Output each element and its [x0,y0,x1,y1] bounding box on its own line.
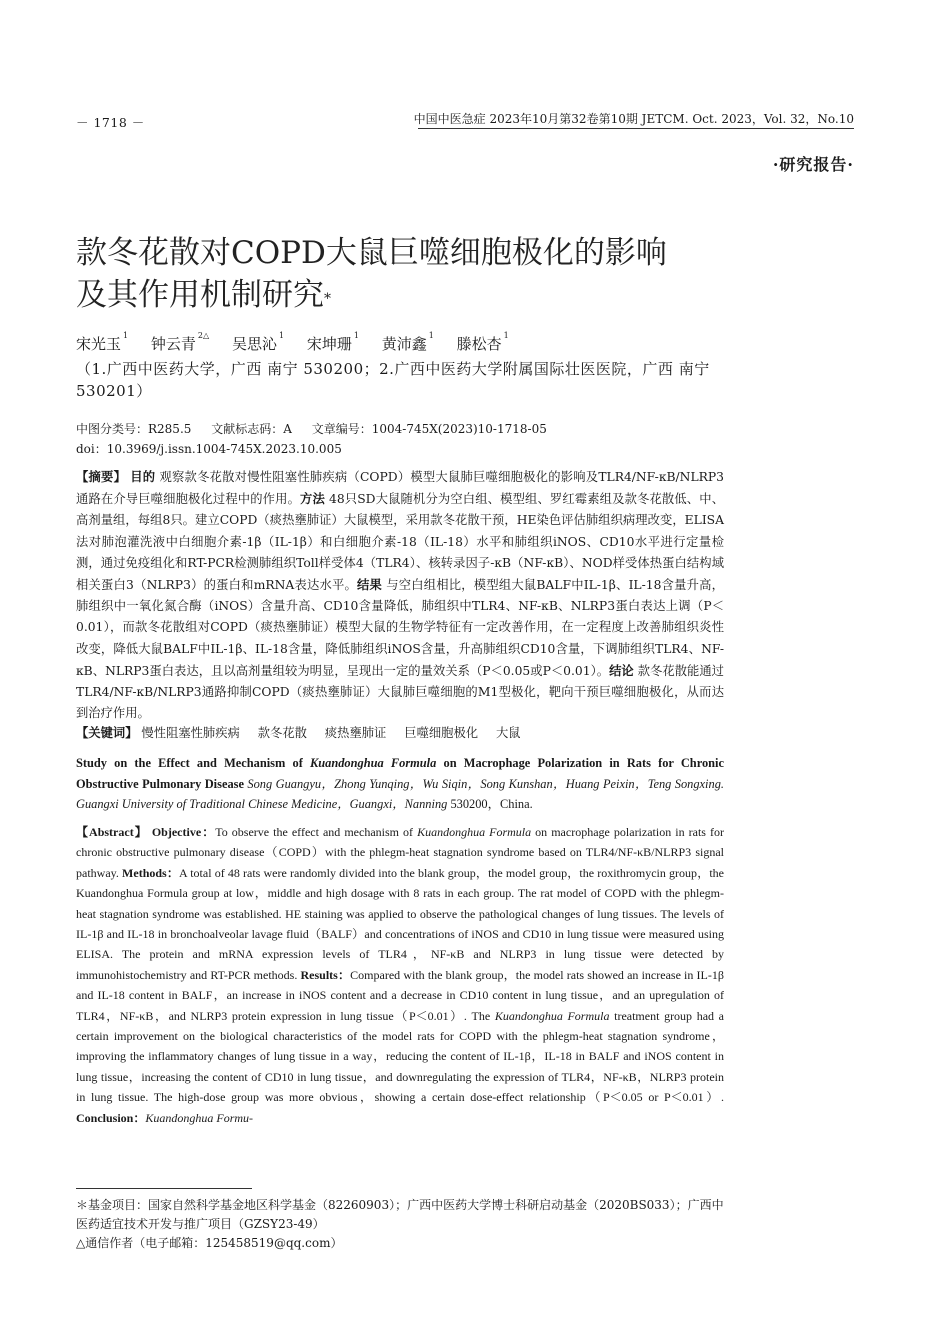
methods-text: 48只SD大鼠随机分为空白组、模型组、罗红霉素组及款冬花散低、中、高剂量组，每组8只。建立COPD（痰热壅肺证）大鼠模型，采用款冬花散干预，HE染色评估肺组织病理改变，ELISA法对肺泡灌洗液中白细胞介素-1β（IL-1β）和白细胞介素-18（IL-18）水平和肺组织iNOS、CD10水平进行定量检测，通过免疫组化和RT-PCR检测肺组织Toll样受体4（TLR4）、核转录因子-κB（NF-κB）、NOD样受体热蛋白结构域相关蛋白3（NLRP3）的蛋白和mRNA表达水平。 [76,492,724,593]
english-affiliation: Guangxi University of Traditional Chinese Medicine，Guangxi，Nanning [76,797,448,811]
section-label: ·研究报告· [772,155,854,174]
keyword: 款冬花散 [257,726,307,740]
running-head: 中国中医急症 2023年10月第32卷第10期 JETCM. Oct. 2023，Vol. 32，No.10 [413,112,854,126]
keyword: 巨噬细胞极化 [404,726,479,740]
author: 宋坤珊 $^1$ [306,331,359,353]
keywords [76,723,724,743]
doi: doi：10.3969/j.issn.1004-745X.2023.10.005 [76,442,342,456]
page-number: － 1718 － [76,115,145,130]
author: 钟云青 $^{2\triangle}$ [150,331,210,353]
english-postcode: 530200，China. [447,797,533,811]
footnote-rule [76,1188,252,1189]
corresponding-author-note: △通信作者（电子邮箱：125458519@qq.com） [76,1236,343,1250]
author: 滕松杏 $^1$ [456,331,509,353]
title-line-2-text: 及其作用机制研究 [76,277,324,313]
clc-number: 中图分类号：R285.5 [76,422,192,436]
abstract-label: 【摘要】 [76,469,127,484]
en-formula-name: Kuandonghua Formu- [145,1110,254,1125]
article-number: 文章编号：1004-745X(2023)10-1718-05 [311,422,547,436]
en-objective-text: on macrophage polarization in rats for chronic obstructive pulmonary disease（COPD）with the phlegm-heat stagnation syndrome based on TLR4/NF-κB/NLRP3 signal pathway. [76,825,724,880]
author: 黄沛鑫 $^1$ [381,331,434,353]
en-conclusion-label: Conclusion： [76,1110,146,1125]
en-results-label: Results： [300,967,351,982]
title-footnote-mark: * [324,291,331,307]
funding-note: ＊基金项目：国家自然科学基金地区科学基金（82260903）；广西中医药大学博士科研启动基金（2020BS033）；广西中医药适宜技术开发与推广项目（GZSY23-49） [76,1198,724,1231]
title-line-2 [76,274,776,316]
footnotes [76,1196,724,1253]
english-title-block [76,753,724,815]
author: 吴思沁 $^1$ [231,331,285,353]
objective-label: 目的 [130,469,156,484]
header-rule [418,128,854,129]
keyword: 痰热壅肺证 [324,726,387,740]
english-abstract [76,822,724,1128]
chinese-abstract [76,466,724,724]
en-formula-name: Kuandonghua Formula [494,1008,610,1023]
en-formula-name: Kuandonghua Formula [417,825,532,839]
english-title: Study on the Effect and Mechanism of Kuandonghua Formula on Macrophage Polarization in Rats for Chronic Obstructive Pulmonary Disease [76,756,725,791]
en-results-text: treatment group had a certain improvement on the biological characteristics of the model rats for COPD with the phlegm-heat stagnation syndrome，improving the inflammatory changes of lung tissue in a way，reducing the content of IL-1β，IL-18 in BALF and iNOS content in lung tissue，increasing the content of CD10 in lung tissue，and downregulating the expression of TLR4，NF-κB，NLRP3 protein in lung tissue. The high-dose group was more obvious，showing a certain dose-effect relationship（P＜0.05 or P＜0.01）. [76,1008,724,1105]
affiliations: （1.广西中医药大学，广西 南宁 530200；2.广西中医药大学附属国际壮医医院，广西 南宁 530201） [76,360,710,400]
keyword: 慢性阻塞性肺疾病 [141,726,240,740]
en-abstract-label: 【Abstract】 [76,825,148,839]
methods-label: 方法 [300,491,325,507]
objective-text: 观察款冬花散对慢性阻塞性肺疾病（COPD）模型大鼠肺巨噬细胞极化的影响及TLR4/NF-κB/NLRP3通路在介导巨噬细胞极化过程中的作用。 [76,470,724,507]
conclusion-label: 结论 [609,662,634,678]
en-results-text: Compared with the blank group，the model rats showed an increase in IL-1β and IL-18 content in BALF，an increase in iNOS content and a decrease in CD10 content in lung tissue，and an upregulation of TLR4，NF-κB，and NLRP3 protein expression in lung tissue（P＜0.01）. The [76,967,724,1023]
article-title [76,232,776,316]
keywords-label: 【关键词】 [76,725,138,740]
conclusion-text: 款冬花散能通过TLR4/NF-κB/NLRP3通路抑制COPD（痰热壅肺证）大鼠肺巨噬细胞的M1型极化，靶向干预巨噬细胞极化，从而达到治疗作用。 [76,663,724,721]
en-methods-label: Methods： [122,865,180,880]
keyword: 大鼠 [496,726,521,740]
results-text: 与空白组相比，模型组大鼠BALF中IL-1β、IL-18含量升高，肺组织中一氧化氮合酶（iNOS）含量升高、CD10含量降低，肺组织中TLR4、NF-κB、NLRP3蛋白表达上调（P＜0.01），而款冬花散组对COPD（痰热壅肺证）模型大鼠的生物学特征有一定改善作用，在一定程度上改善肺组织炎性改变，降低大鼠BALF中IL-1β、IL-18含量，降低肺组织iNOS含量，升高肺组织CD10含量，下调肺组织TLR4、NF-κB、NLRP3蛋白表达，且以高剂量组较为明显，呈现出一定的量效关系（P＜0.05或P＜0.01）。 [76,578,724,678]
results-label: 结果 [357,577,383,593]
en-methods-text: A total of 48 rats were randomly divided into the blank group，the model group，the roxithromycin group，the Kuandonghua Formula group at low，middle and high dosage with 8 rats in each group. The rat model of COPD with the phlegm-heat stagnation syndrome was established. HE staining was applied to observe the pathological changes of lung tissues. The levels of IL-1β and IL-18 in bronchoalveolar lavage fluid（BALF）and concentrations of iNOS and CD10 in lung tissue were measured using ELISA. The protein and mRNA expression levels of TLR4，NF-κB and NLRP3 in lung tissue were detected by immunohistochemistry and RT-PCR methods. [76,865,725,982]
english-authors: Song Guangyu，Zhong Yunqing，Wu Siqin，Song Kunshan，Huang Peixin，Teng Songxing. [243,776,724,791]
author-list [76,333,527,354]
en-objective-label: Objective： [151,825,216,839]
en-objective-text: To observe the effect and mechanism of [215,825,418,839]
title-line-1: 款冬花散对COPD大鼠巨噬细胞极化的影响 [76,235,667,271]
document-code: 文献标志码：A [211,422,292,436]
classification-info [76,419,563,459]
author: 宋光玉 $^1$ [76,331,129,353]
